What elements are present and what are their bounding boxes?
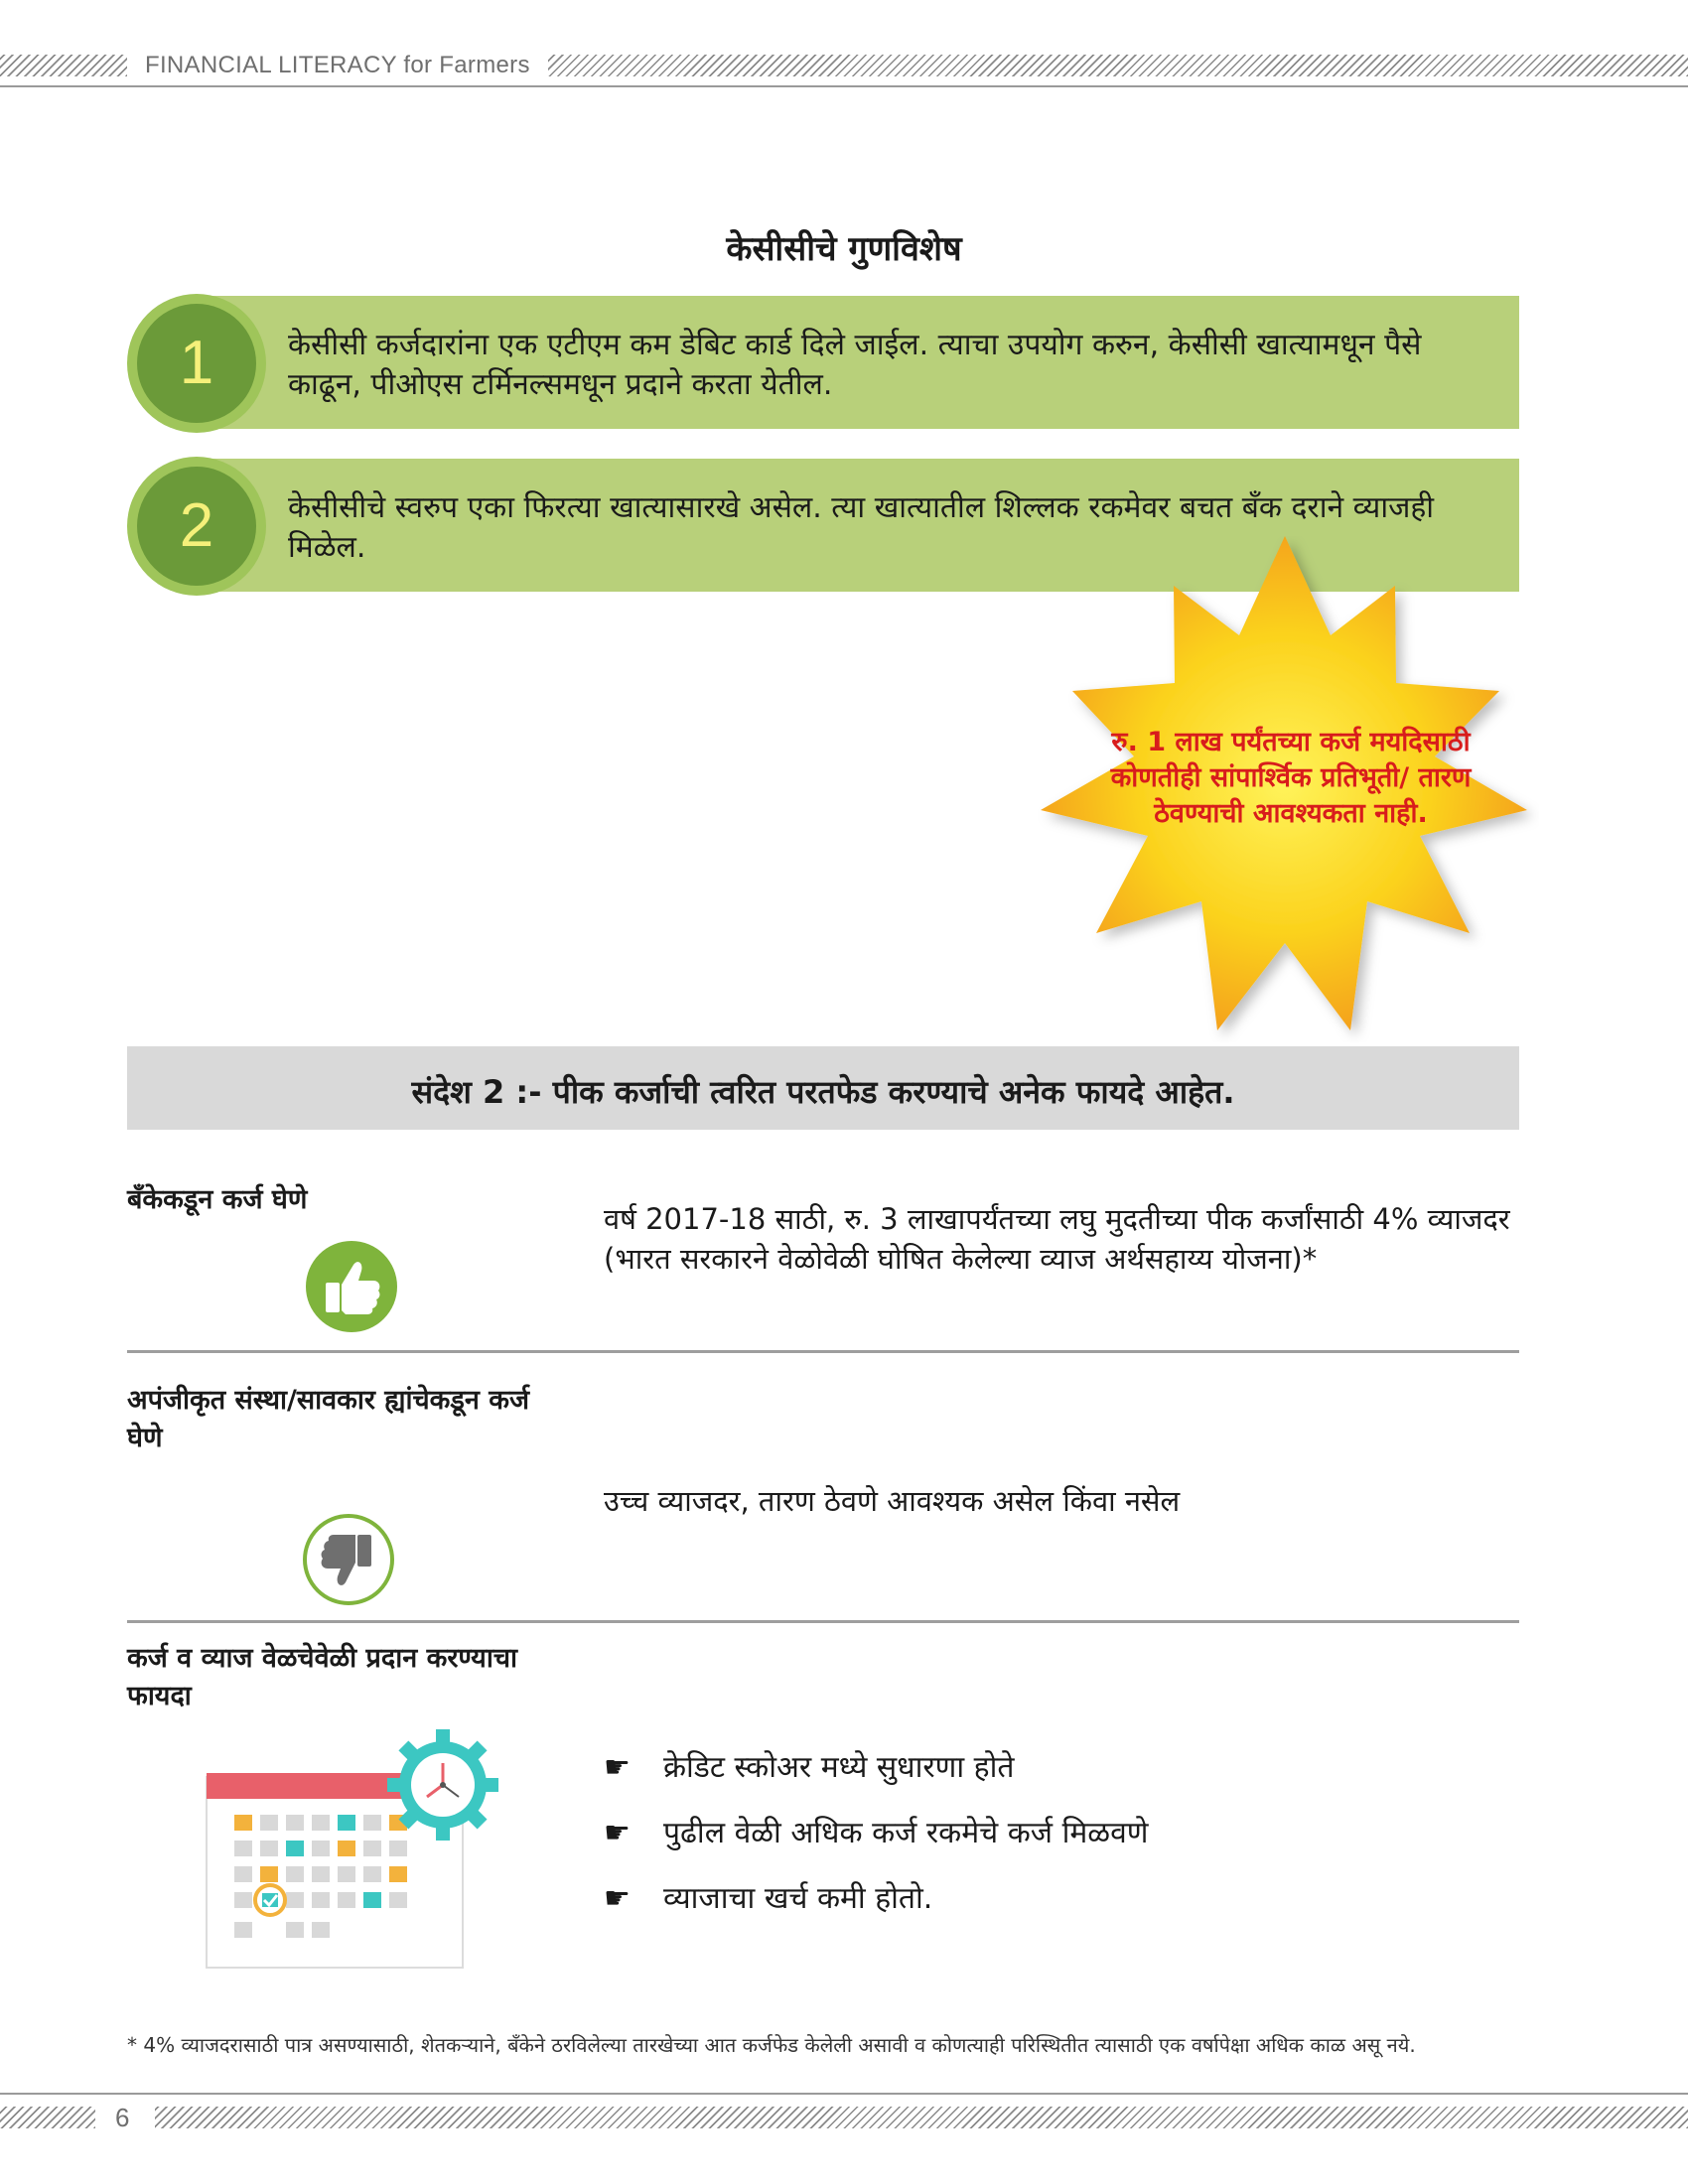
row-label-moneylender-loan: अपंजीकृत संस्था/सावकार ह्यांचेकडून कर्ज घेणे [127,1385,529,1453]
footer-hatch-left [0,2107,95,2128]
hand-pointer-icon: ☛ [604,1750,631,1785]
page-number: 6 [115,2103,130,2132]
header-rule [0,85,1688,87]
feature-number-circle-2 [127,457,266,596]
feature-number-circle-1 [127,294,266,433]
bullet-item-1 [604,1745,1014,1786]
footer-rule [0,2093,1688,2095]
clock-gear-icon [387,1729,498,1841]
row-text-bank-loan: वर्ष 2017-18 साठी, रु. 3 लाखापर्यंतच्या लघु मुदतीच्या पीक कर्जांसाठी 4% व्याजदर (भारत सरकारने वेळोवेळी घोषित केलेल्या व्याज अर्थसहाय्य योजना)* [604,1202,1510,1276]
bullet-text-1: क्रेडिट स्कोअर मध्ये सुधारणा होते [663,1750,1015,1785]
feature-text-1: केसीसी कर्जदारांना एक एटीएम कम डेबिट कार्ड दिले जाईल. त्याचा उपयोग करुन, केसीसी खात्यामधून पैसे काढून, पीओएस टर्मिनल्समधून प्रदाने करता येतील. [288,328,1422,402]
footnote: * 4% व्याजदरासाठी पात्र असण्यासाठी, शेतकऱ्याने, बँकेने ठरविलेल्या तारखेच्या आत कर्जफेड केलेली असावी व कोणत्याही परिस्थितीत त्यासाठी एक वर्षापेक्षा अधिक काळ असू नये. [127,2033,1416,2057]
hand-pointer-icon: ☛ [604,1816,631,1850]
feature-number-1: 1 [137,304,256,423]
header-title: FINANCIAL LITERACY for Farmers [145,52,530,78]
row-label-bank-loan: बँकेकडून कर्ज घेणे [127,1184,308,1215]
calendar-clock-icon [199,1717,506,1976]
bullet-text-2: पुढील वेळी अधिक कर्ज रकमेचे कर्ज मिळवणे [663,1816,1149,1850]
thumbs-down-icon [302,1513,395,1606]
bullet-text-3: व्याजाचा खर्च कमी होतो. [663,1881,933,1916]
footer-hatch-right [155,2107,1688,2128]
message-title: संदेश 2 :- पीक कर्जाची त्वरित परतफेड करण्याचे अनेक फायदे आहेत. [411,1073,1235,1111]
thumbs-up-icon [306,1241,397,1332]
feature-text-2: केसीसीचे स्वरुप एका फिरत्या खात्यासारखे असेल. त्या खात्यातील शिल्लक रकमेवर बचत बँक दराने व्याजही मिळेल. [288,490,1435,565]
header-hatch-left [0,55,127,76]
row-divider-1 [127,1350,1519,1353]
bullet-item-3 [604,1876,932,1917]
header-hatch-right [548,55,1688,76]
feature-number-2: 2 [137,467,256,586]
section-title: केसीसीचे गुणविशेष [726,229,962,269]
starburst-text: रु. 1 लाख पर्यंतच्या कर्ज मयदिसाठी कोणतीही सांपार्श्विक प्रतिभूती/ तारण ठेवण्याची आवश्यकता नाही. [1110,727,1472,829]
row-divider-2 [127,1620,1519,1623]
hand-pointer-icon: ☛ [604,1881,631,1916]
row-label-timely-repayment: कर्ज व व्याज वेळचेवेळी प्रदान करण्याचा फायदा [127,1643,517,1711]
row-text-moneylender-loan: उच्च व्याजदर, तारण ठेवणे आवश्यक असेल किंवा नसेल [604,1484,1181,1518]
bullet-item-2 [604,1811,1148,1851]
rupee-mark-icon [346,1846,350,1850]
